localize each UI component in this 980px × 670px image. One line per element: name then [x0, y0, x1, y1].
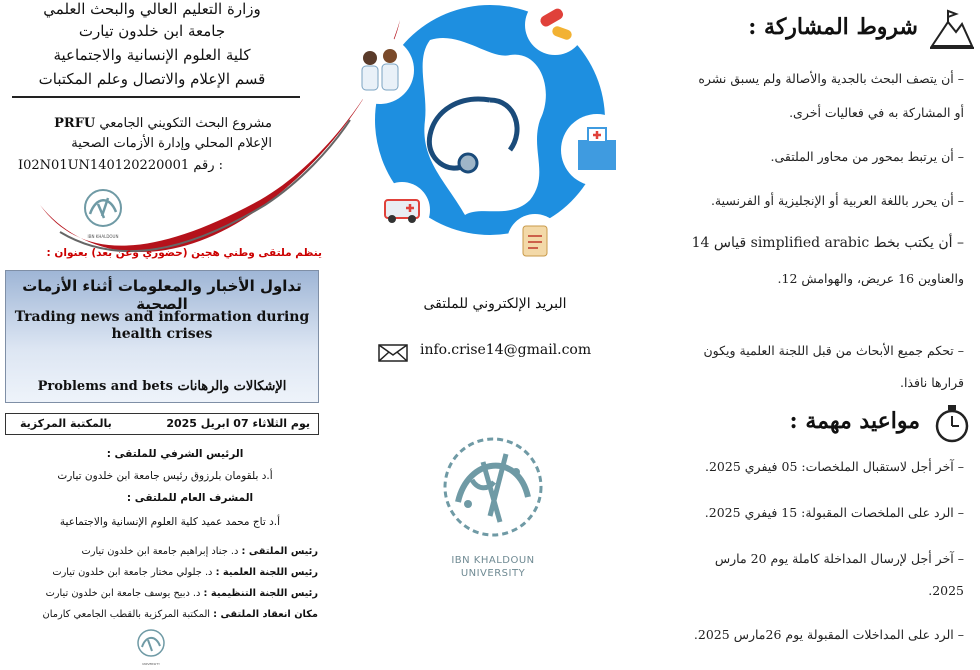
date-place-box: [5, 413, 319, 435]
project-number-line: [18, 156, 280, 176]
deadline-1: – آخر أجل لاستقبال الملخصات: 05 فيفري 2025.: [705, 459, 964, 474]
header-divider: [12, 96, 300, 98]
university-logo-footer: [134, 628, 168, 666]
department-line: قسم الإعلام والاتصال وعلم المكتبات: [38, 70, 266, 88]
email-section-title: البريد الإلكتروني للملتقى: [423, 296, 567, 312]
chair-line: [8, 541, 318, 562]
university-line: جامعة ابن خلدون تيارت: [78, 22, 226, 40]
stopwatch-icon: [932, 402, 972, 444]
project-line-2: الإعلام المحلي وإدارة الأزمات الصحية: [71, 136, 272, 151]
deadline-3: – آخر أجل لإرسال المداخلة كاملة يوم 20 مارس: [714, 551, 964, 566]
subtitle-arabic: الإشكالات والرهانات: [177, 379, 287, 394]
logo-emblem-icon: [76, 186, 130, 230]
left-column: [0, 0, 330, 670]
scientific-committee-line: [8, 562, 318, 583]
venue-name: المكتبة المركزية بالقطب الجامعي كارمان: [42, 609, 211, 620]
condition-4: – أن يكتب بخط simplified arabic قياس 14: [691, 235, 964, 251]
scientific-name: د. جلولي مختار جامعة ابن خلدون تيارت: [52, 567, 213, 578]
doctors-icon-bubble: [346, 36, 414, 104]
conference-title-box: [5, 270, 319, 403]
condition-4-cont: والعناوين 16 عريض، والهوامش 12.: [777, 271, 964, 286]
condition-2: – أن يرتبط بمحور من محاور الملتقى.: [770, 149, 964, 164]
condition-5: – تحكم جميع الأبحاث من قبل اللجنة العلمية ويكون: [703, 343, 964, 358]
condition-5-cont: قرارها نافذا.: [899, 375, 964, 390]
project-code: PRFU: [54, 116, 96, 131]
logo-small-text: IBN KHALDOUN: [87, 234, 119, 239]
envelope-icon: [378, 344, 408, 362]
conditions-title: شروط المشاركة :: [748, 14, 918, 40]
project-prefix: مشروع البحث التكويني الجامعي: [99, 116, 272, 131]
organizing-name: د. دبيح يوسف جامعة ابن خلدون تيارت: [45, 588, 201, 599]
faculty-line: كلية العلوم الإنسانية والاجتماعية: [53, 46, 251, 64]
honorary-name: أ.د بلقومان بلرزوق رئيس جامعة ابن خلدون تيارت: [57, 470, 273, 482]
venue-label: مكان انعقاد الملتقى :: [213, 609, 318, 620]
organizing-committee-line: [8, 583, 318, 604]
event-place: بالمكتبة المركزية: [20, 417, 112, 430]
chair-label: رئيس الملتقى :: [241, 546, 318, 557]
ministry-line: وزارة التعليم العالي والبحث العلمي: [43, 0, 261, 18]
logo-emblem-icon: [134, 628, 168, 658]
title-arabic: تداول الأخبار والمعلومات أثناء الأزمات الصحية: [22, 277, 302, 313]
condition-1: – أن يتصف البحث بالجدية والأصالة ولم يسبق نشره: [698, 71, 964, 86]
deadline-4: – الرد على المداخلات المقبولة يوم 26مارس 2025.: [693, 627, 964, 642]
subtitle-english: Problems and bets: [37, 379, 173, 394]
email-address[interactable]: info.crise14@gmail.com: [420, 342, 592, 358]
project-number: I02N01UN140120220001: [18, 158, 190, 173]
event-date: يوم الثلاثاء 07 ابريل 2025: [166, 417, 310, 430]
logo-name-line-2: UNIVERSITY: [460, 568, 526, 579]
email-row: [378, 342, 618, 362]
deadlines-title: مواعيد مهمة :: [789, 408, 920, 434]
university-logo-small: [76, 186, 130, 238]
mountain-flag-icon: [928, 8, 974, 50]
logo-footer-text: UNIVERSITY: [142, 662, 160, 666]
health-illustration: [340, 0, 640, 290]
title-subtitle: [6, 379, 318, 394]
title-english: Trading news and information during health crises: [14, 309, 310, 342]
chair-name: د. جناد إبراهيم جامعة ابن خلدون تيارت: [81, 546, 239, 557]
general-supervisor-name: أ.د تاج محمد عميد كلية العلوم الإنسانية والاجتماعية: [59, 516, 281, 528]
venue-line: [8, 604, 318, 625]
deadline-2: – الرد على الملخصات المقبولة: 15 فيفري 2025.: [704, 505, 964, 520]
announcement-line: ينظم ملتقى وطني هجين (حضوري وعن بعد) بعنوان :: [46, 247, 322, 259]
university-logo-large: [428, 432, 558, 562]
deadline-3-cont: 2025.: [928, 583, 964, 598]
organizing-label: رئيس اللجنة التنظيمية :: [203, 588, 318, 599]
general-supervisor-label: المشرف العام للملتقى :: [126, 492, 254, 504]
condition-1-cont: أو المشاركة به في فعاليات أخرى.: [789, 105, 964, 120]
project-number-label: رقم :: [193, 158, 223, 173]
honorary-label: الرئيس الشرفي للملتقى :: [106, 448, 244, 460]
project-line-1: [10, 114, 272, 134]
scientific-label: رئيس اللجنة العلمية :: [215, 567, 318, 578]
logo-name-line-1: IBN KHALDOUN: [451, 555, 535, 566]
condition-3: – أن يحرر باللغة العربية أو الإنجليزية أو الفرنسية.: [710, 193, 964, 208]
